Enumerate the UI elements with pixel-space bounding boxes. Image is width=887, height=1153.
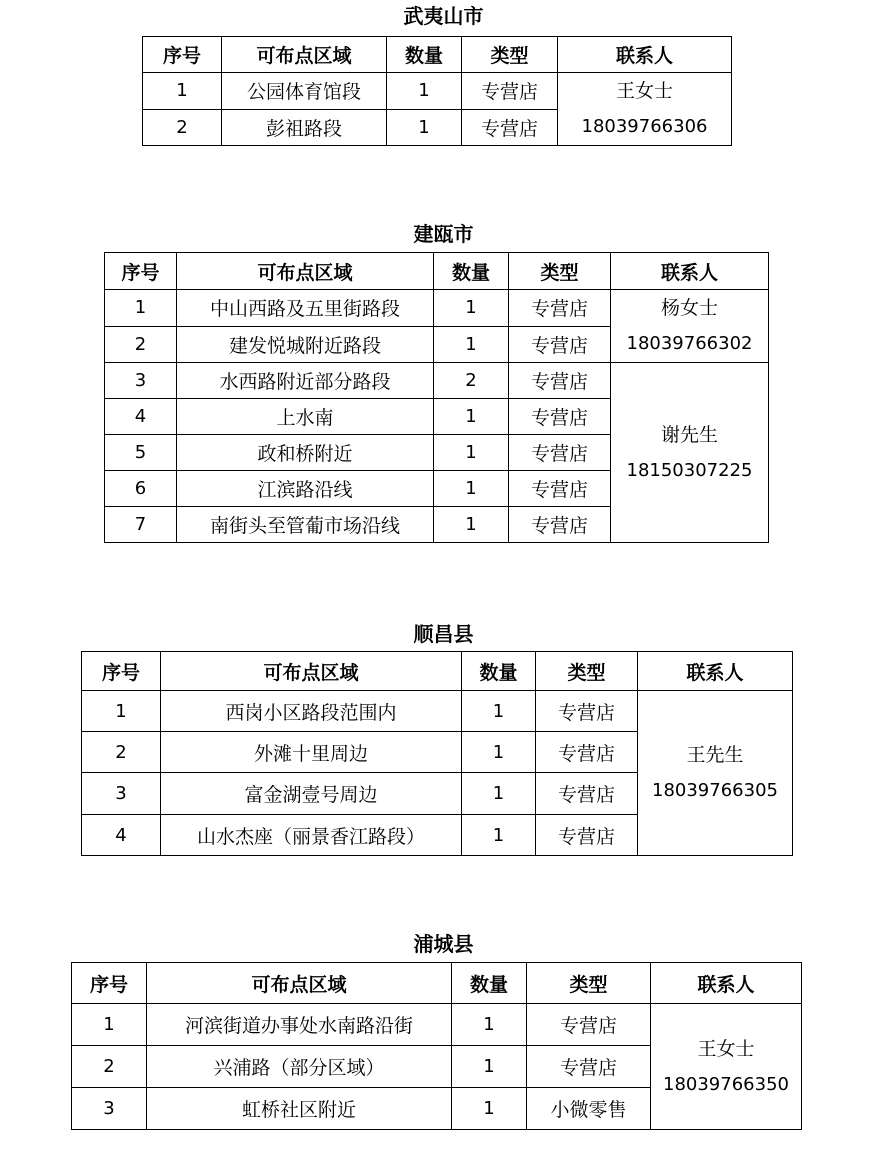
contact-name: 王女士 <box>615 80 673 102</box>
row-area: 兴浦路（部分区域） <box>147 1046 452 1088</box>
section-title: 武夷山市 <box>403 4 484 28</box>
row-no: 4 <box>105 399 177 435</box>
header-area: 可布点区域 <box>161 652 462 691</box>
section-title: 顺昌县 <box>413 622 474 646</box>
row-type: 专营店 <box>527 1046 651 1088</box>
row-no: 2 <box>105 326 177 363</box>
row-no: 1 <box>143 73 222 110</box>
contact-cell <box>611 290 769 363</box>
table-header-row <box>105 253 769 290</box>
table-row <box>105 290 769 327</box>
row-qty: 1 <box>452 1004 527 1046</box>
table-row <box>82 691 793 732</box>
contact-phone: 18039766350 <box>663 1073 789 1095</box>
row-qty: 1 <box>434 471 509 507</box>
row-qty: 1 <box>452 1046 527 1088</box>
row-type: 专营店 <box>462 109 558 146</box>
row-type: 专营店 <box>509 507 611 543</box>
row-type: 专营店 <box>509 363 611 399</box>
section-title: 浦城县 <box>413 932 474 956</box>
row-no: 1 <box>105 290 177 327</box>
row-area: 政和桥附近 <box>177 435 434 471</box>
row-type: 小微零售 <box>527 1088 651 1130</box>
contact-cell <box>611 363 769 543</box>
header-qty: 数量 <box>387 37 462 73</box>
location-table <box>71 962 802 1130</box>
row-area: 上水南 <box>177 399 434 435</box>
row-qty: 1 <box>462 732 536 773</box>
row-no: 6 <box>105 471 177 507</box>
row-qty: 1 <box>462 691 536 732</box>
row-area: 河滨街道办事处水南路沿街 <box>147 1004 452 1046</box>
header-area: 可布点区域 <box>177 253 434 290</box>
contact-phone: 18039766306 <box>581 116 708 137</box>
row-area: 水西路附近部分路段 <box>177 363 434 399</box>
row-type: 专营店 <box>536 815 638 856</box>
table-row <box>143 73 732 110</box>
header-area: 可布点区域 <box>222 37 387 73</box>
row-qty: 1 <box>452 1088 527 1130</box>
row-area: 江滨路沿线 <box>177 471 434 507</box>
row-area: 山水杰座（丽景香江路段） <box>161 815 462 856</box>
header-qty: 数量 <box>452 963 527 1004</box>
header-type: 类型 <box>462 37 558 73</box>
contact-name: 王女士 <box>697 1037 755 1060</box>
header-contact: 联系人 <box>558 37 732 73</box>
row-area: 虹桥社区附近 <box>147 1088 452 1130</box>
row-no: 1 <box>72 1004 147 1046</box>
table-header-row <box>72 963 802 1004</box>
row-area: 西岗小区路段范围内 <box>161 691 462 732</box>
header-contact: 联系人 <box>651 963 802 1004</box>
contact-cell <box>651 1004 802 1130</box>
row-no: 3 <box>82 773 161 815</box>
row-area: 外滩十里周边 <box>161 732 462 773</box>
row-type: 专营店 <box>509 471 611 507</box>
row-no: 4 <box>82 815 161 856</box>
row-type: 专营店 <box>509 399 611 435</box>
contact-phone: 18039766302 <box>626 333 753 354</box>
row-no: 3 <box>105 363 177 399</box>
row-area: 中山西路及五里街路段 <box>177 290 434 327</box>
header-type: 类型 <box>527 963 651 1004</box>
row-area: 彭祖路段 <box>222 109 387 146</box>
row-area: 建发悦城附近路段 <box>177 326 434 363</box>
table-header-row <box>82 652 793 691</box>
contact-cell <box>638 691 793 856</box>
row-qty: 1 <box>387 109 462 146</box>
row-no: 5 <box>105 435 177 471</box>
row-area: 公园体育馆段 <box>222 73 387 110</box>
row-qty: 2 <box>434 363 509 399</box>
header-contact: 联系人 <box>611 253 769 290</box>
row-qty: 1 <box>462 815 536 856</box>
header-qty: 数量 <box>434 253 509 290</box>
location-table <box>142 36 732 146</box>
header-no: 序号 <box>105 253 177 290</box>
header-qty: 数量 <box>462 652 536 691</box>
contact-name: 谢先生 <box>660 423 718 446</box>
location-table <box>104 252 769 543</box>
contact-phone: 18150307225 <box>626 459 753 481</box>
row-type: 专营店 <box>509 290 611 327</box>
row-no: 1 <box>82 691 161 732</box>
row-qty: 1 <box>387 73 462 110</box>
header-type: 类型 <box>536 652 638 691</box>
header-no: 序号 <box>143 37 222 73</box>
contact-name: 杨女士 <box>660 297 718 319</box>
row-type: 专营店 <box>536 732 638 773</box>
contact-phone: 18039766305 <box>652 780 778 801</box>
row-qty: 1 <box>434 507 509 543</box>
row-type: 专营店 <box>509 435 611 471</box>
row-no: 7 <box>105 507 177 543</box>
row-qty: 1 <box>462 773 536 815</box>
row-no: 2 <box>143 109 222 146</box>
row-no: 2 <box>82 732 161 773</box>
contact-cell <box>558 73 732 146</box>
row-type: 专营店 <box>536 691 638 732</box>
row-type: 专营店 <box>462 73 558 110</box>
row-qty: 1 <box>434 326 509 363</box>
header-area: 可布点区域 <box>147 963 452 1004</box>
row-area: 南街头至管葡市场沿线 <box>177 507 434 543</box>
contact-name: 王先生 <box>686 744 744 766</box>
table-header-row <box>143 37 732 73</box>
row-qty: 1 <box>434 290 509 327</box>
row-area: 富金湖壹号周边 <box>161 773 462 815</box>
row-no: 3 <box>72 1088 147 1130</box>
location-table <box>81 651 793 856</box>
section-title: 建瓯市 <box>413 222 474 246</box>
row-type: 专营店 <box>527 1004 651 1046</box>
header-type: 类型 <box>509 253 611 290</box>
row-qty: 1 <box>434 435 509 471</box>
row-type: 专营店 <box>536 773 638 815</box>
header-no: 序号 <box>82 652 161 691</box>
row-no: 2 <box>72 1046 147 1088</box>
header-no: 序号 <box>72 963 147 1004</box>
table-row <box>105 363 769 399</box>
row-qty: 1 <box>434 399 509 435</box>
header-contact: 联系人 <box>638 652 793 691</box>
table-row <box>72 1004 802 1046</box>
row-type: 专营店 <box>509 326 611 363</box>
